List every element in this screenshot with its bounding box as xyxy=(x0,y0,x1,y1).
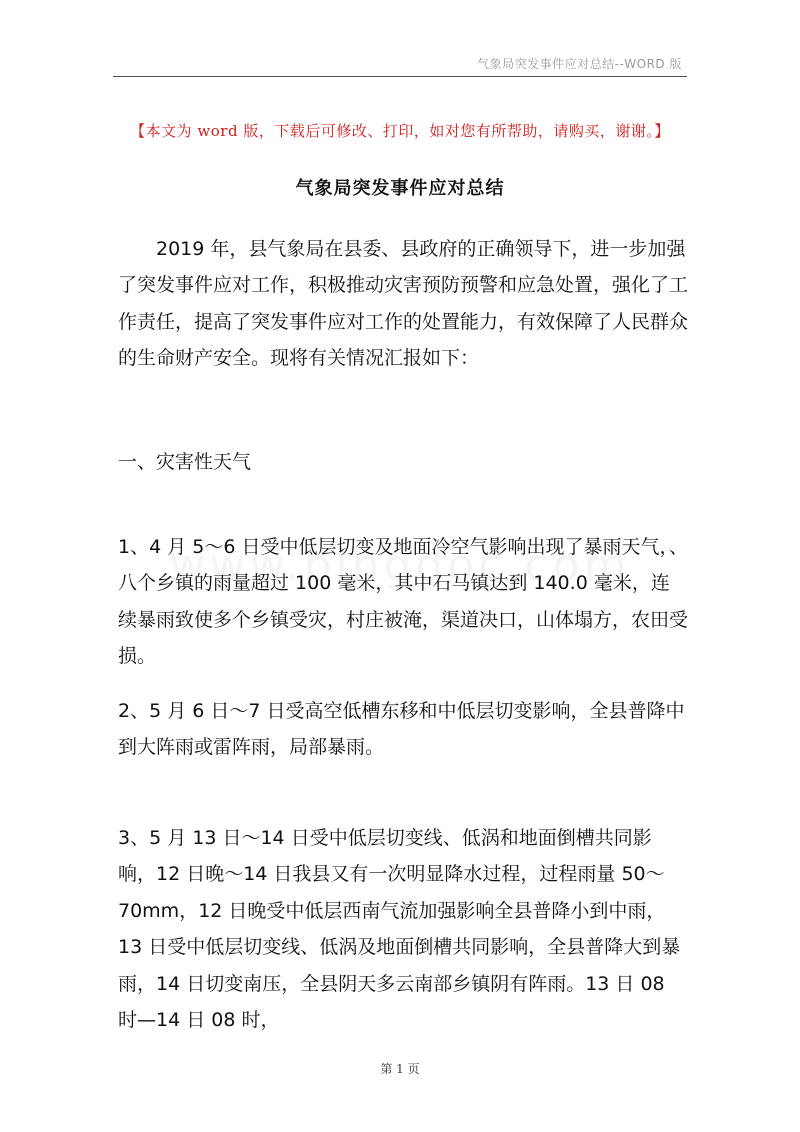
running-header-title: 气象局突发事件应对总结--WORD 版 xyxy=(477,57,682,71)
document-title: 气象局突发事件应对总结 xyxy=(295,178,505,199)
paragraph-item-1: 1、4 月 5～6 日受中低层切变及地面冷空气影响出现了暴雨天气，、八个乡镇的雨量超过 100 毫米，其中石马镇达到 140.0 毫米，连续暴雨致使多个乡镇受灾，村庄被淹，渠道决口，山体塌方，农田受损。 xyxy=(118,536,689,668)
intro-paragraph: 2019 年，县气象局在县委、县政府的正确领导下，进一步加强了突发事件应对工作，积极推动灾害预防预警和应急处置，强化了工作责任，提高了突发事件应对工作的处置能力，有效保障了人民群众的生命财产安全。现将有关情况汇报如下： xyxy=(118,238,689,370)
page-number: 第 1 页 xyxy=(380,1062,420,1076)
paragraph-item-2: 2、5 月 6 日～7 日受高空低槽东移和中低层切变影响，全县普降中到大阵雨或雷阵雨，局部暴雨。 xyxy=(118,700,685,759)
purchase-notice: 【本文为 word 版，下载后可修改、打印，如对您有所帮助，请购买，谢谢。】 xyxy=(130,122,670,140)
header-rule xyxy=(113,76,687,77)
paragraph-item-3: 3、5 月 13 日～14 日受中低层切变线、低涡和地面倒槽共同影响，12 日晚～14 日我县又有一次明显降水过程，过程雨量 50～70mm，12 日晚受中低层西南气流加强影响全县普降小到中雨，13 日受中低层切变线、低涡及地面倒槽共同影响，全县普降大到暴雨，14 日切变南压，全县阴天多云南部乡镇阴有阵雨。13 日 08 时—14 日 08 时， xyxy=(118,827,681,1032)
section-heading-disaster-weather: 一、灾害性天气 xyxy=(118,451,252,473)
